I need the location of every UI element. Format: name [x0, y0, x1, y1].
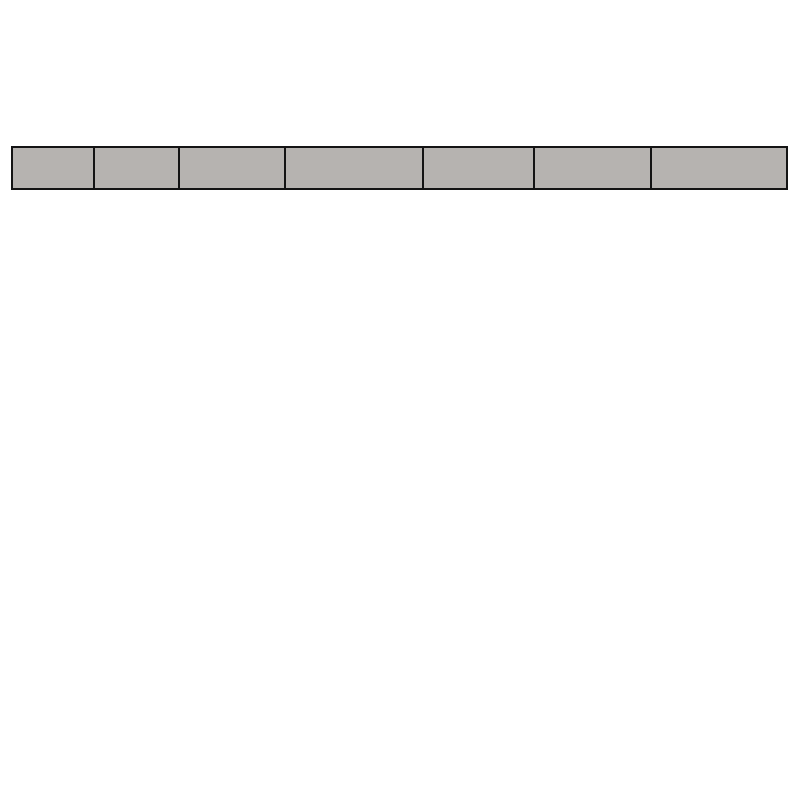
size-chart-table [11, 146, 788, 190]
column-header-size [12, 147, 94, 189]
column-header-bust [94, 147, 179, 189]
column-header-shoulder [285, 147, 423, 189]
column-header-height [534, 147, 651, 189]
column-header-length [179, 147, 285, 189]
header-row [12, 147, 787, 189]
column-header-weight [651, 147, 787, 189]
column-header-sleeve [423, 147, 534, 189]
